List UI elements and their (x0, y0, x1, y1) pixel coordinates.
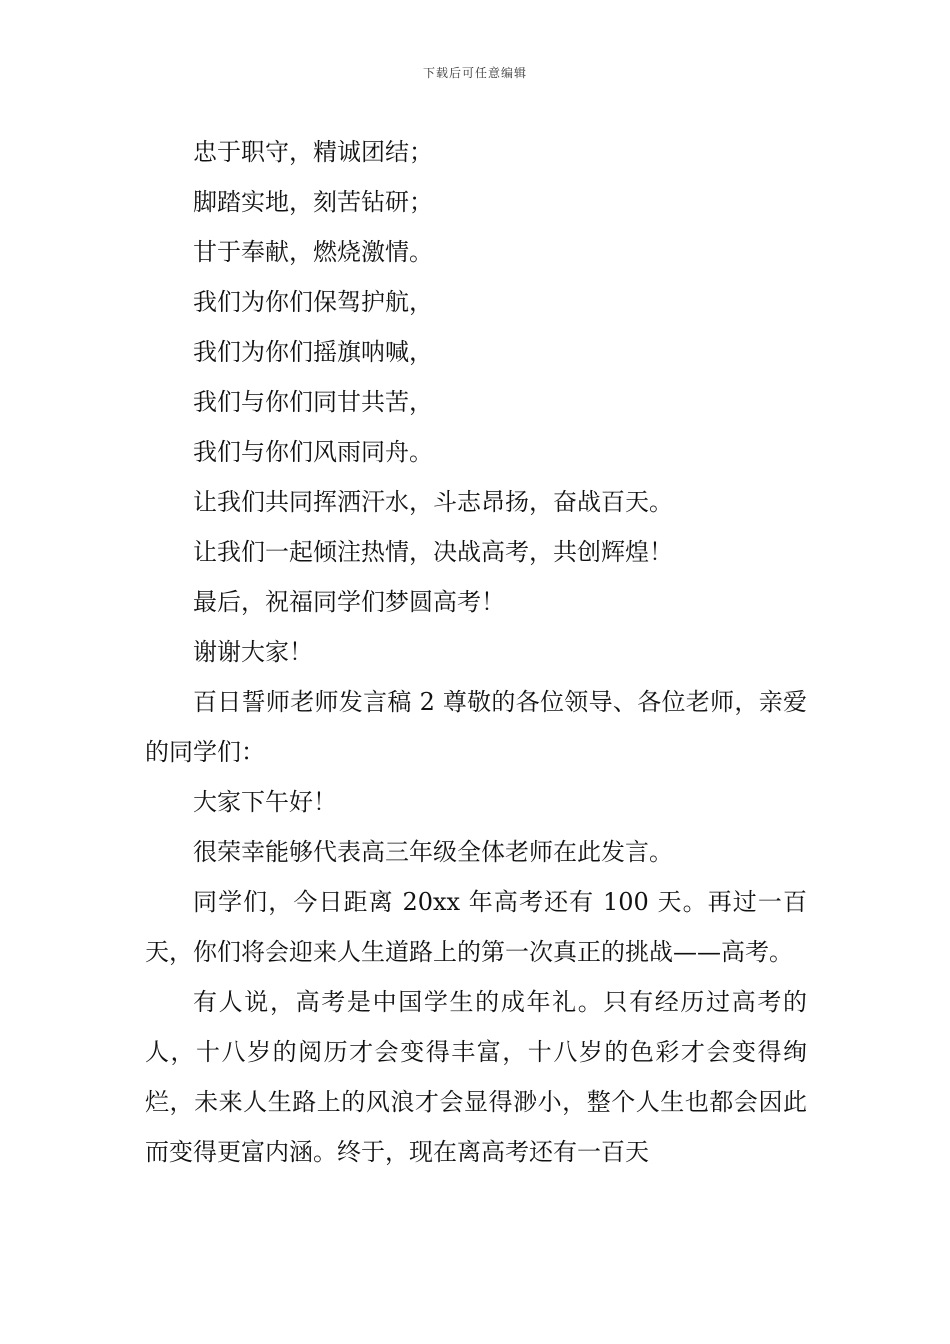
paragraph-9: 让我们一起倾注热情，决战高考，共创辉煌！ (193, 538, 673, 566)
paragraph-6: 我们与你们同甘共苦， (193, 388, 433, 416)
page-header: 下载后可任意编辑 (422, 66, 527, 80)
paragraph-5: 我们为你们摇旗呐喊， (193, 338, 433, 366)
paragraph-4: 我们为你们保驾护航， (193, 288, 433, 316)
paragraph-11: 谢谢大家！ (193, 638, 313, 666)
paragraph-13: 大家下午好！ (193, 788, 337, 816)
paragraph-8: 让我们共同挥洒汗水，斗志昂扬，奋战百天。 (193, 488, 673, 516)
paragraph-12: 百日誓师老师发言稿 2 尊敬的各位领导、各位老师，亲爱的同学们： (145, 688, 807, 766)
document-body (145, 127, 807, 1177)
paragraph-1: 忠于职守，精诚团结； (193, 138, 433, 166)
paragraph-14: 很荣幸能够代表高三年级全体老师在此发言。 (193, 838, 673, 866)
paragraph-2: 脚踏实地，刻苦钻研； (193, 188, 433, 216)
paragraph-15: 同学们，今日距离 20xx 年高考还有 100 天。再过一百天，你们将会迎来人生道路上的第一次真正的挑战——高考。 (145, 888, 807, 966)
paragraph-7: 我们与你们风雨同舟。 (193, 438, 433, 466)
paragraph-3: 甘于奉献，燃烧激情。 (193, 238, 433, 266)
paragraph-10: 最后，祝福同学们梦圆高考！ (193, 588, 505, 616)
paragraph-16: 有人说，高考是中国学生的成年礼。只有经历过高考的人，十八岁的阅历才会变得丰富，十八岁的色彩才会变得绚烂，未来人生路上的风浪才会显得渺小，整个人生也都会因此而变得更富内涵。终于，现在离高考还有一百天 (145, 988, 807, 1166)
